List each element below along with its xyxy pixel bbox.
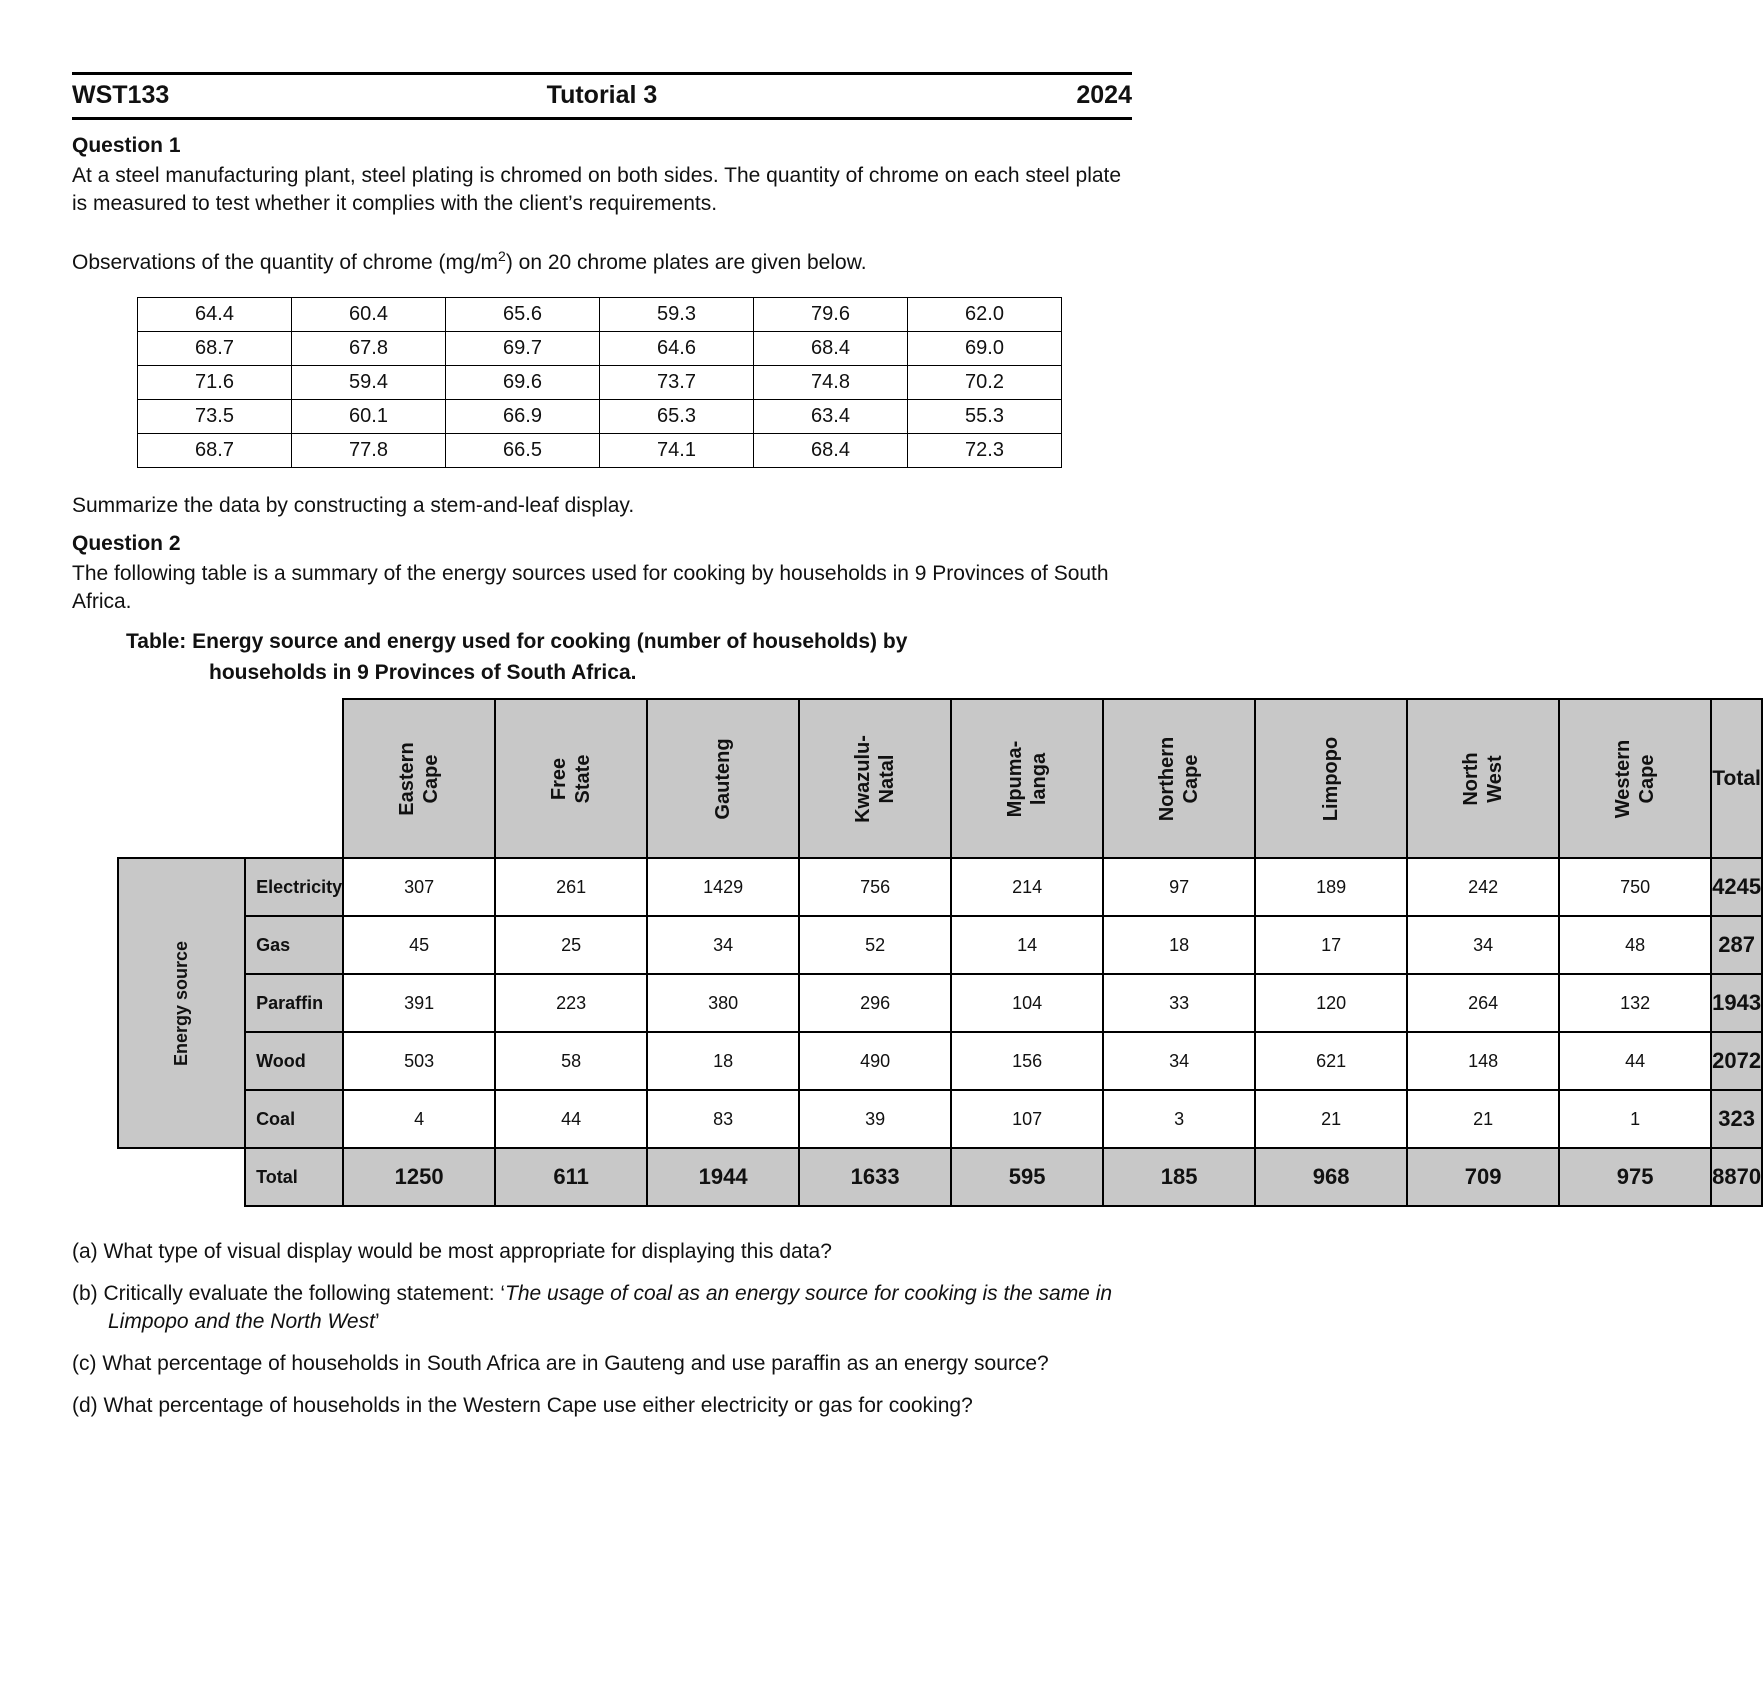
row-label: Paraffin — [245, 974, 343, 1032]
value-cell: 261 — [495, 858, 647, 916]
value-cell: 83 — [647, 1090, 799, 1148]
row-label: Gas — [245, 916, 343, 974]
table-row — [118, 858, 1762, 916]
q2b-post: ’ — [374, 1310, 380, 1333]
province-header-label: Eastern Cape — [396, 741, 443, 816]
row-label: Wood — [245, 1032, 343, 1090]
table-row — [138, 434, 1062, 468]
question-2d: (d) What percentage of households in the Western Cape use either electricity or gas for cooking? — [72, 1394, 973, 1417]
chrome-value-cell: 64.4 — [138, 298, 292, 332]
province-header — [1407, 699, 1559, 858]
value-cell: 189 — [1255, 858, 1407, 916]
energy-source-side-label — [118, 858, 245, 1148]
chrome-data-table — [137, 297, 1062, 468]
question-2a: (a) What type of visual display would be most appropriate for displaying this data? — [72, 1240, 832, 1263]
chrome-value-cell: 66.5 — [446, 434, 600, 468]
value-cell: 44 — [495, 1090, 647, 1148]
obs-text-post: ) on 20 chrome plates are given below. — [505, 251, 867, 274]
value-cell: 756 — [799, 858, 951, 916]
value-cell: 214 — [951, 858, 1103, 916]
chrome-value-cell: 70.2 — [908, 366, 1062, 400]
province-header-label: Gauteng — [712, 737, 735, 820]
obs-text-pre: Observations of the quantity of chrome (mg/m — [72, 251, 499, 274]
row-total-cell: 1943 — [1711, 974, 1762, 1032]
province-header-label: Kwazulu- Natal — [852, 734, 899, 823]
value-cell: 21 — [1407, 1090, 1559, 1148]
chrome-value-cell: 68.4 — [754, 332, 908, 366]
value-cell: 21 — [1255, 1090, 1407, 1148]
row-total-cell: 2072 — [1711, 1032, 1762, 1090]
value-cell: 307 — [343, 858, 495, 916]
blank-corner — [245, 699, 343, 858]
chrome-value-cell: 69.0 — [908, 332, 1062, 366]
value-cell: 750 — [1559, 858, 1711, 916]
value-cell: 97 — [1103, 858, 1255, 916]
province-header-label: Limpopo — [1320, 736, 1343, 821]
province-header — [951, 699, 1103, 858]
row-total-cell: 4245 — [1711, 858, 1762, 916]
province-header — [647, 699, 799, 858]
chrome-value-cell: 64.6 — [600, 332, 754, 366]
value-cell: 156 — [951, 1032, 1103, 1090]
column-total-cell: 611 — [495, 1148, 647, 1206]
chrome-value-cell: 59.3 — [600, 298, 754, 332]
obs-superscript: 2 — [498, 248, 506, 264]
chrome-value-cell: 60.4 — [292, 298, 446, 332]
question-2c: (c) What percentage of households in South Africa are in Gauteng and use paraffin as an energy source? — [72, 1352, 1049, 1375]
table-row — [118, 1090, 1762, 1148]
blank-cell — [118, 1148, 245, 1206]
total-header-label: Total — [1712, 766, 1761, 790]
value-cell: 3 — [1103, 1090, 1255, 1148]
chrome-value-cell: 74.1 — [600, 434, 754, 468]
page-header — [72, 72, 1132, 120]
question-2b — [72, 1280, 1132, 1336]
question-1-intro: At a steel manufacturing plant, steel plating is chromed on both sides. The quantity of chrome on each steel plate is measured to test whether it complies with the client’s requirements. — [72, 164, 1122, 215]
table-row — [118, 916, 1762, 974]
column-total-cell: 1944 — [647, 1148, 799, 1206]
table-row — [118, 974, 1762, 1032]
value-cell: 4 — [343, 1090, 495, 1148]
q2b-statement: The usage of coal as an energy source for cooking is the same in Limpopo and the North West — [108, 1282, 1113, 1333]
chrome-value-cell: 69.6 — [446, 366, 600, 400]
value-cell: 391 — [343, 974, 495, 1032]
side-label-text: Energy source — [171, 940, 192, 1066]
table-row — [138, 332, 1062, 366]
chrome-value-cell: 71.6 — [138, 366, 292, 400]
value-cell: 132 — [1559, 974, 1711, 1032]
value-cell: 296 — [799, 974, 951, 1032]
table-row — [118, 1032, 1762, 1090]
province-header-label: North West — [1460, 751, 1507, 806]
province-header — [799, 699, 951, 858]
row-total-cell: 287 — [1711, 916, 1762, 974]
value-cell: 1429 — [647, 858, 799, 916]
chrome-value-cell: 77.8 — [292, 434, 446, 468]
table-caption — [72, 626, 1132, 688]
column-total-cell: 709 — [1407, 1148, 1559, 1206]
value-cell: 490 — [799, 1032, 951, 1090]
caption-line-2: households in 9 Provinces of South Africa. — [209, 661, 637, 684]
question-1-observations — [72, 242, 1132, 277]
value-cell: 34 — [1407, 916, 1559, 974]
chrome-value-cell: 79.6 — [754, 298, 908, 332]
year: 2024 — [1076, 81, 1132, 109]
grand-total-cell: 8870 — [1711, 1148, 1762, 1206]
value-cell: 380 — [647, 974, 799, 1032]
value-cell: 34 — [647, 916, 799, 974]
province-header-label: Mpuma- langa — [1004, 740, 1051, 817]
value-cell: 223 — [495, 974, 647, 1032]
chrome-value-cell: 63.4 — [754, 400, 908, 434]
chrome-value-cell: 67.8 — [292, 332, 446, 366]
column-total-cell: 185 — [1103, 1148, 1255, 1206]
value-cell: 18 — [647, 1032, 799, 1090]
province-header-label: Northern Cape — [1156, 736, 1203, 821]
chrome-value-cell: 73.7 — [600, 366, 754, 400]
q2b-pre: (b) Critically evaluate the following statement: ‘ — [72, 1282, 506, 1305]
value-cell: 25 — [495, 916, 647, 974]
blank-corner — [118, 699, 245, 858]
value-cell: 503 — [343, 1032, 495, 1090]
table-row — [138, 298, 1062, 332]
chrome-value-cell: 62.0 — [908, 298, 1062, 332]
question-2-intro: The following table is a summary of the energy sources used for cooking by households in 9 Provinces of South Africa. — [72, 562, 1109, 613]
question-1-heading: Question 1 — [72, 134, 181, 157]
chrome-value-cell: 74.8 — [754, 366, 908, 400]
chrome-value-cell: 66.9 — [446, 400, 600, 434]
value-cell: 45 — [343, 916, 495, 974]
province-header-label: Western Cape — [1612, 739, 1659, 818]
value-cell: 33 — [1103, 974, 1255, 1032]
value-cell: 104 — [951, 974, 1103, 1032]
province-header — [495, 699, 647, 858]
value-cell: 58 — [495, 1032, 647, 1090]
value-cell: 44 — [1559, 1032, 1711, 1090]
energy-header-row — [118, 699, 1762, 858]
column-total-cell: 975 — [1559, 1148, 1711, 1206]
value-cell: 18 — [1103, 916, 1255, 974]
page — [72, 72, 1762, 1420]
value-cell: 48 — [1559, 916, 1711, 974]
province-header — [1559, 699, 1711, 858]
chrome-value-cell: 69.7 — [446, 332, 600, 366]
totals-row-label: Total — [245, 1148, 343, 1206]
column-total-cell: 1633 — [799, 1148, 951, 1206]
caption-line-1: Table: Energy source and energy used for cooking (number of households) by — [126, 630, 908, 653]
value-cell: 34 — [1103, 1032, 1255, 1090]
province-header — [1103, 699, 1255, 858]
value-cell: 621 — [1255, 1032, 1407, 1090]
column-total-cell: 1250 — [343, 1148, 495, 1206]
value-cell: 14 — [951, 916, 1103, 974]
chrome-value-cell: 59.4 — [292, 366, 446, 400]
chrome-value-cell: 73.5 — [138, 400, 292, 434]
chrome-value-cell: 65.6 — [446, 298, 600, 332]
value-cell: 17 — [1255, 916, 1407, 974]
tutorial-title: Tutorial 3 — [546, 81, 658, 109]
value-cell: 107 — [951, 1090, 1103, 1148]
chrome-value-cell: 68.7 — [138, 332, 292, 366]
row-label: Coal — [245, 1090, 343, 1148]
row-label: Electricity — [245, 858, 343, 916]
row-total-cell: 323 — [1711, 1090, 1762, 1148]
province-header — [1255, 699, 1407, 858]
value-cell: 264 — [1407, 974, 1559, 1032]
value-cell: 52 — [799, 916, 951, 974]
value-cell: 242 — [1407, 858, 1559, 916]
value-cell: 39 — [799, 1090, 951, 1148]
column-total-cell: 968 — [1255, 1148, 1407, 1206]
total-header — [1711, 699, 1762, 858]
column-total-cell: 595 — [951, 1148, 1103, 1206]
question-2-heading: Question 2 — [72, 532, 181, 555]
totals-row — [118, 1148, 1762, 1206]
chrome-value-cell: 72.3 — [908, 434, 1062, 468]
value-cell: 148 — [1407, 1032, 1559, 1090]
course-code: WST133 — [72, 81, 170, 109]
province-header-label: Free State — [548, 754, 595, 803]
province-header — [343, 699, 495, 858]
chrome-value-cell: 65.3 — [600, 400, 754, 434]
question-1-task: Summarize the data by constructing a stem-and-leaf display. — [72, 494, 635, 517]
chrome-value-cell: 55.3 — [908, 400, 1062, 434]
chrome-value-cell: 60.1 — [292, 400, 446, 434]
chrome-value-cell: 68.7 — [138, 434, 292, 468]
energy-table — [117, 698, 1763, 1207]
chrome-value-cell: 68.4 — [754, 434, 908, 468]
table-row — [138, 400, 1062, 434]
value-cell: 1 — [1559, 1090, 1711, 1148]
value-cell: 120 — [1255, 974, 1407, 1032]
table-row — [138, 366, 1062, 400]
